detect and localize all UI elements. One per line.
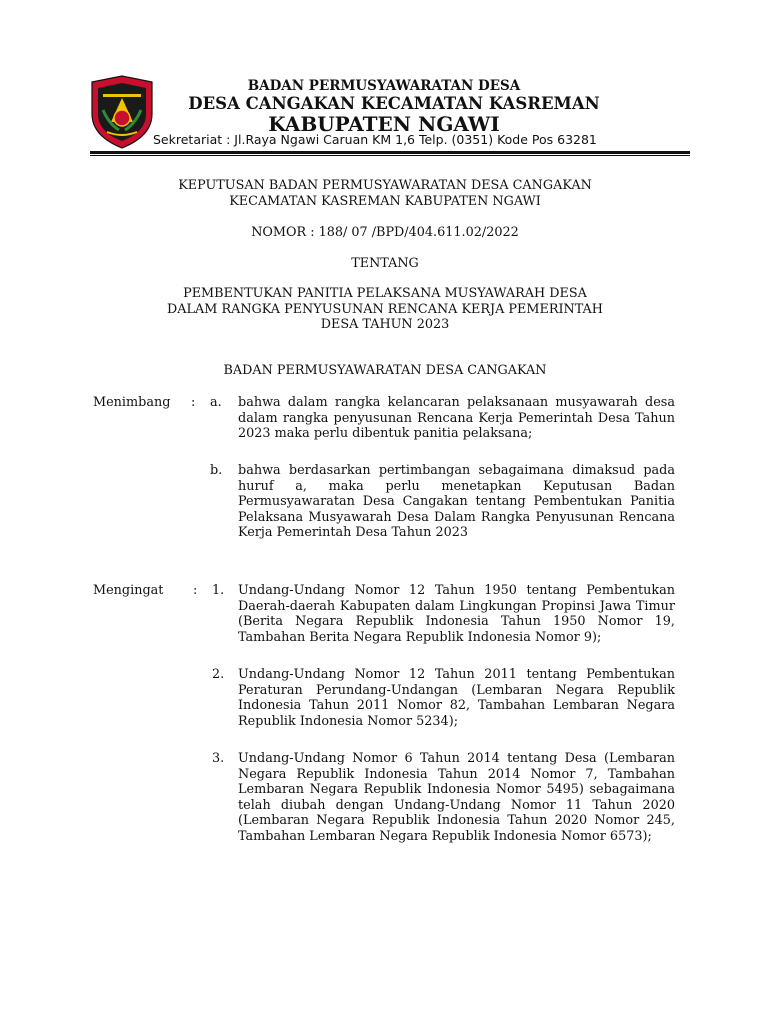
mengingat-item-text: Undang-Undang Nomor 6 Tahun 2014 tentang Desa (Lembaran Negara Republik Indonesia Tahun 2014 Nomor 7, Tambahan Lembaran Negara Republik Indonesia Nomor 5495) sebagaimana telah diubah dengan Undang-Undang Nomor 11 Tahun 2020 (Lembaran Negara Republik Indonesia Tahun 2020 Nomor 245, Tambahan Lembaran Negara Republik Indonesia Nomor 6573);	[238, 751, 675, 844]
mengingat-item-text: Undang-Undang Nomor 12 Tahun 2011 tentang Pembentukan Peraturan Perundang-Undangan (Lembaran Negara Republik Indonesia Tahun 2011 Nomor 82, Tambahan Lembaran Negara Republik Indonesia Nomor 5234);	[238, 667, 675, 729]
letterhead-village: DESA CANGAKAN KECAMATAN KASREMAN	[188, 94, 600, 113]
mengingat-item-mark: 2.	[212, 667, 225, 682]
menimbang-item-mark: a.	[210, 395, 222, 410]
decree-subject-line: DESA TAHUN 2023	[320, 317, 450, 332]
decree-issuer: BADAN PERMUSYAWARATAN DESA CANGAKAN	[223, 363, 547, 378]
decree-subject-line: PEMBENTUKAN PANITIA PELAKSANA MUSYAWARAH DESA	[183, 286, 587, 301]
mengingat-item-text: Undang-Undang Nomor 12 Tahun 1950 tentang Pembentukan Daerah-daerah Kabupaten dalam Lingkungan Propinsi Jawa Timur (Berita Negara Republik Indonesia Tahun 1950 Nomor 19, Tambahan Berita Negara Republik Indonesia Nomor 9);	[238, 583, 675, 645]
decree-subject	[90, 286, 680, 333]
mengingat-item-mark: 1.	[212, 583, 225, 598]
letterhead-organization: BADAN PERMUSYAWARATAN DESA	[247, 78, 521, 94]
decree-number: NOMOR : 188/ 07 /BPD/404.611.02/2022	[251, 225, 519, 240]
decree-heading	[90, 178, 680, 209]
decree-heading-line: KECAMATAN KASREMAN KABUPATEN NGAWI	[229, 193, 541, 209]
mengingat-label: Mengingat	[93, 583, 164, 598]
letterhead-regency: KABUPATEN NGAWI	[268, 112, 500, 136]
letterhead-address: Sekretariat : Jl.Raya Ngawi Caruan KM 1,6 Telp. (0351) Kode Pos 63281	[153, 132, 597, 147]
mengingat-item-mark: 3.	[212, 751, 225, 766]
menimbang-item-text: bahwa dalam rangka kelancaran pelaksanaan musyawarah desa dalam rangka penyusunan Rencana Kerja Pemerintah Desa Tahun 2023 maka perlu dibentuk panitia pelaksana;	[238, 395, 675, 441]
menimbang-colon: :	[191, 395, 196, 410]
menimbang-item-mark: b.	[210, 463, 223, 478]
decree-subject-line: DALAM RANGKA PENYUSUNAN RENCANA KERJA PEMERINTAH	[167, 301, 603, 317]
menimbang-label: Menimbang	[93, 395, 171, 410]
decree-heading-line: KEPUTUSAN BADAN PERMUSYAWARATAN DESA CANGAKAN	[178, 178, 592, 193]
menimbang-item-text: bahwa berdasarkan pertimbangan sebagaimana dimaksud pada huruf a, maka perlu menetapkan Keputusan Badan Permusyawaratan Desa Cangakan tentang Pembentukan Panitia Pelaksana Musyawarah Desa Dalam Rangka Penyusunan Rencana Kerja Pemerintah Desa Tahun 2023	[238, 463, 675, 540]
letterhead-divider-thin	[90, 155, 690, 156]
decree-tentang: TENTANG	[351, 256, 419, 271]
letterhead-divider-thick	[90, 151, 690, 154]
mengingat-colon: :	[193, 583, 198, 598]
